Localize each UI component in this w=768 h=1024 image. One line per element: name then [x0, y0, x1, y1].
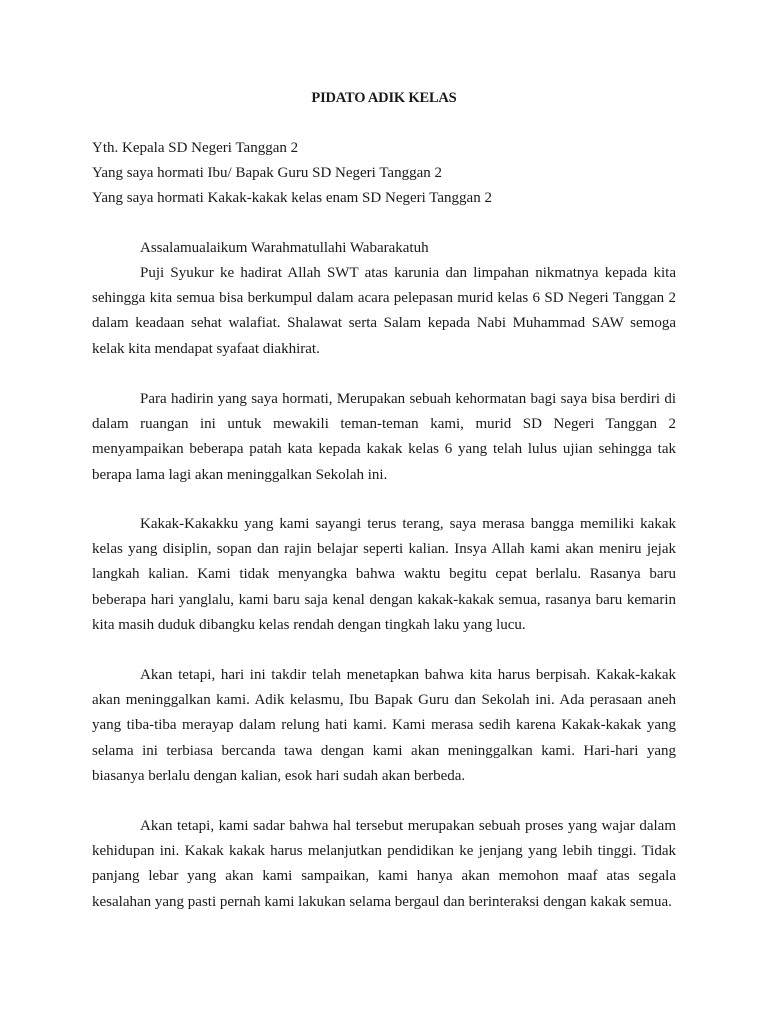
- document-title: PIDATO ADIK KELAS: [311, 90, 457, 106]
- speech-paragraph: Kakak-Kakakku yang kami sayangi terus terang, saya merasa bangga memiliki kakak kelas yang disiplin, sopan dan rajin belajar seperti kalian. Insya Allah kami akan meniru jejak langkah kalian. Kami tidak menyangka bahwa waktu begitu cepat berlalu. Rasanya baru beberapa hari yanglalu, kami baru saja kenal dengan kakak-kakak semua, rasanya baru kemarin kita masih duduk dibangku kelas rendah dengan tingkah laku yang lucu.: [92, 516, 676, 633]
- speech-paragraph: Para hadirin yang saya hormati, Merupakan sebuah kehormatan bagi saya bisa berdiri di dalam ruangan ini untuk mewakili teman-teman kami, murid SD Negeri Tanggan 2 menyampaikan beberapa patah kata kepada kakak kelas 6 yang telah lulus ujian sehingga tak berapa lama lagi akan meninggalkan Sekolah ini.: [92, 391, 676, 483]
- addressee-block: [92, 136, 676, 211]
- speech-paragraph: Akan tetapi, hari ini takdir telah menetapkan bahwa kita harus berpisah. Kakak-kakak akan meninggalkan kami. Adik kelasmu, Ibu Bapak Guru dan Sekolah ini. Ada perasaan aneh yang tiba-tiba merayap dalam relung hati kami. Kami merasa sedih karena Kakak-kakak yang selama ini terbiasa bercanda tawa dengan kami akan meninggalkan kami. Hari-hari yang biasanya berlalu dengan kalian, esok hari sudah akan berbeda.: [92, 667, 676, 784]
- addressee-line: Yang saya hormati Ibu/ Bapak Guru SD Negeri Tanggan 2: [92, 165, 443, 181]
- speech-paragraph: Puji Syukur ke hadirat Allah SWT atas karunia dan limpahan nikmatnya kepada kita sehingga kita semua bisa berkumpul dalam acara pelepasan murid kelas 6 SD Negeri Tanggan 2 dalam keadaan sehat walafiat. Shalawat serta Salam kepada Nabi Muhammad SAW semoga kelak kita mendapat syafaat diakhirat.: [92, 265, 676, 357]
- addressee-line: Yang saya hormati Kakak-kakak kelas enam SD Negeri Tanggan 2: [92, 190, 492, 206]
- speech-paragraph: Akan tetapi, kami sadar bahwa hal tersebut merupakan sebuah proses yang wajar dalam kehidupan ini. Kakak kakak harus melanjutkan pendidikan ke jenjang yang lebih tinggi. Tidak panjang lebar yang akan kami sampaikan, kami hanya akan memohon maaf atas segala kesalahan yang pasti pernah kami lakukan selama bergaul dan berinteraksi dengan kakak semua.: [92, 818, 676, 910]
- opening-greeting: Assalamualaikum Warahmatullahi Wabarakatuh: [140, 240, 429, 256]
- addressee-line: Yth. Kepala SD Negeri Tanggan 2: [92, 140, 299, 156]
